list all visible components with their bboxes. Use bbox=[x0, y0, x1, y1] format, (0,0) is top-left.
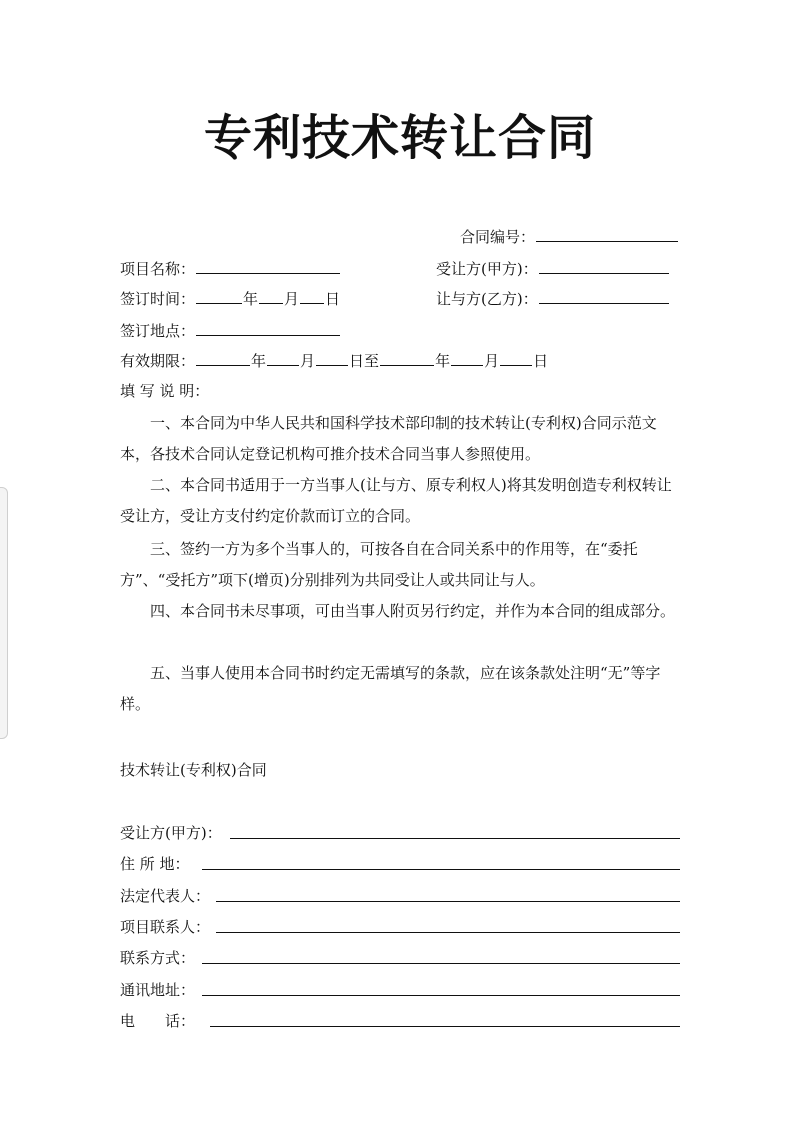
year-text: 年 bbox=[435, 352, 451, 370]
validity-row bbox=[120, 350, 548, 371]
party-field-contact-method bbox=[120, 948, 680, 968]
party-field-phone bbox=[120, 1011, 680, 1031]
sign-time-row bbox=[120, 288, 340, 309]
party-field-address bbox=[120, 854, 680, 874]
valid-from-month-blank[interactable] bbox=[267, 350, 299, 366]
party-field-blank[interactable] bbox=[202, 854, 680, 870]
instruction-paragraph-1: 一、本合同为中华人民共和国科学技术部印制的技术转让(专利权)合同示范文本，各技术合同认定登记机构可推介技术合同当事人参照使用。 bbox=[120, 414, 657, 463]
project-name-row bbox=[120, 258, 341, 279]
contract-subtitle: 技术转让(专利权)合同 bbox=[120, 761, 267, 779]
party-field-blank[interactable] bbox=[202, 948, 680, 964]
to-text: 日至 bbox=[349, 352, 380, 370]
party-field-blank[interactable] bbox=[230, 823, 680, 839]
project-name-label: 项目名称： bbox=[120, 260, 196, 278]
instruction-paragraph-2: 二、本合同书适用于一方当事人(让与方、原专利权人)将其发明创造专利权转让受让方，受让方支付约定价款而订立的合同。 bbox=[120, 476, 672, 525]
assignor-blank[interactable] bbox=[539, 288, 669, 304]
month-text: 月 bbox=[300, 352, 316, 370]
sign-month-blank[interactable] bbox=[259, 288, 283, 304]
valid-from-day-blank[interactable] bbox=[316, 350, 348, 366]
party-field-label: 住 所 地： bbox=[120, 855, 190, 873]
party-field-blank[interactable] bbox=[202, 980, 680, 996]
month-text: 月 bbox=[284, 290, 300, 308]
party-field-mailing-address bbox=[120, 980, 680, 1000]
month-text: 月 bbox=[484, 352, 500, 370]
party-field-label: 联系方式： bbox=[120, 949, 196, 967]
party-field-assignee bbox=[120, 823, 680, 843]
instruction-paragraph-5: 五、当事人使用本合同书时约定无需填写的条款，应在该条款处注明“无”等字样。 bbox=[120, 664, 661, 713]
sign-day-blank[interactable] bbox=[300, 288, 324, 304]
day-text: 日 bbox=[325, 290, 341, 308]
instruction-paragraph-4: 四、本合同书未尽事项，可由当事人附页另行约定，并作为本合同的组成部分。 bbox=[150, 602, 676, 620]
side-scroll-tab[interactable] bbox=[0, 487, 8, 739]
year-text: 年 bbox=[243, 290, 259, 308]
valid-to-year-blank[interactable] bbox=[380, 350, 434, 366]
instructions-heading: 填 写 说 明： bbox=[120, 382, 210, 400]
valid-from-year-blank[interactable] bbox=[196, 350, 250, 366]
party-field-contact-person bbox=[120, 917, 680, 937]
contract-no-row bbox=[460, 226, 679, 247]
assignor-row bbox=[436, 288, 670, 309]
contract-no-label: 合同编号： bbox=[460, 228, 536, 246]
party-field-blank[interactable] bbox=[216, 886, 680, 902]
party-field-label: 法定代表人： bbox=[120, 887, 211, 905]
valid-to-day-blank[interactable] bbox=[500, 350, 532, 366]
project-name-blank[interactable] bbox=[196, 258, 340, 274]
party-field-legal-rep bbox=[120, 886, 680, 906]
validity-label: 有效期限： bbox=[120, 352, 196, 370]
sign-year-blank[interactable] bbox=[196, 288, 242, 304]
party-field-label: 项目联系人： bbox=[120, 918, 211, 936]
year-text: 年 bbox=[251, 352, 267, 370]
contract-no-blank[interactable] bbox=[536, 226, 678, 242]
sign-time-label: 签订时间： bbox=[120, 290, 196, 308]
valid-to-month-blank[interactable] bbox=[451, 350, 483, 366]
party-field-blank[interactable] bbox=[216, 917, 680, 933]
document-title: 专利技术转让合同 bbox=[203, 110, 596, 166]
assignor-label: 让与方(乙方)： bbox=[436, 290, 538, 308]
assignee-row bbox=[436, 258, 670, 279]
party-field-blank[interactable] bbox=[210, 1011, 680, 1027]
party-field-label: 电 话： bbox=[120, 1012, 196, 1030]
sign-place-label: 签订地点： bbox=[120, 322, 196, 340]
sign-place-row bbox=[120, 320, 341, 341]
assignee-blank[interactable] bbox=[539, 258, 669, 274]
sign-place-blank[interactable] bbox=[196, 320, 340, 336]
assignee-label: 受让方(甲方)： bbox=[436, 260, 538, 278]
day-text: 日 bbox=[533, 352, 549, 370]
instruction-paragraph-3: 三、签约一方为多个当事人的，可按各自在合同关系中的作用等，在“委托方”、“受托方”项下(增页)分别排列为共同受让人或共同让与人。 bbox=[120, 540, 638, 589]
party-field-label: 通讯地址： bbox=[120, 981, 196, 999]
party-field-label: 受让方(甲方)： bbox=[120, 824, 222, 842]
